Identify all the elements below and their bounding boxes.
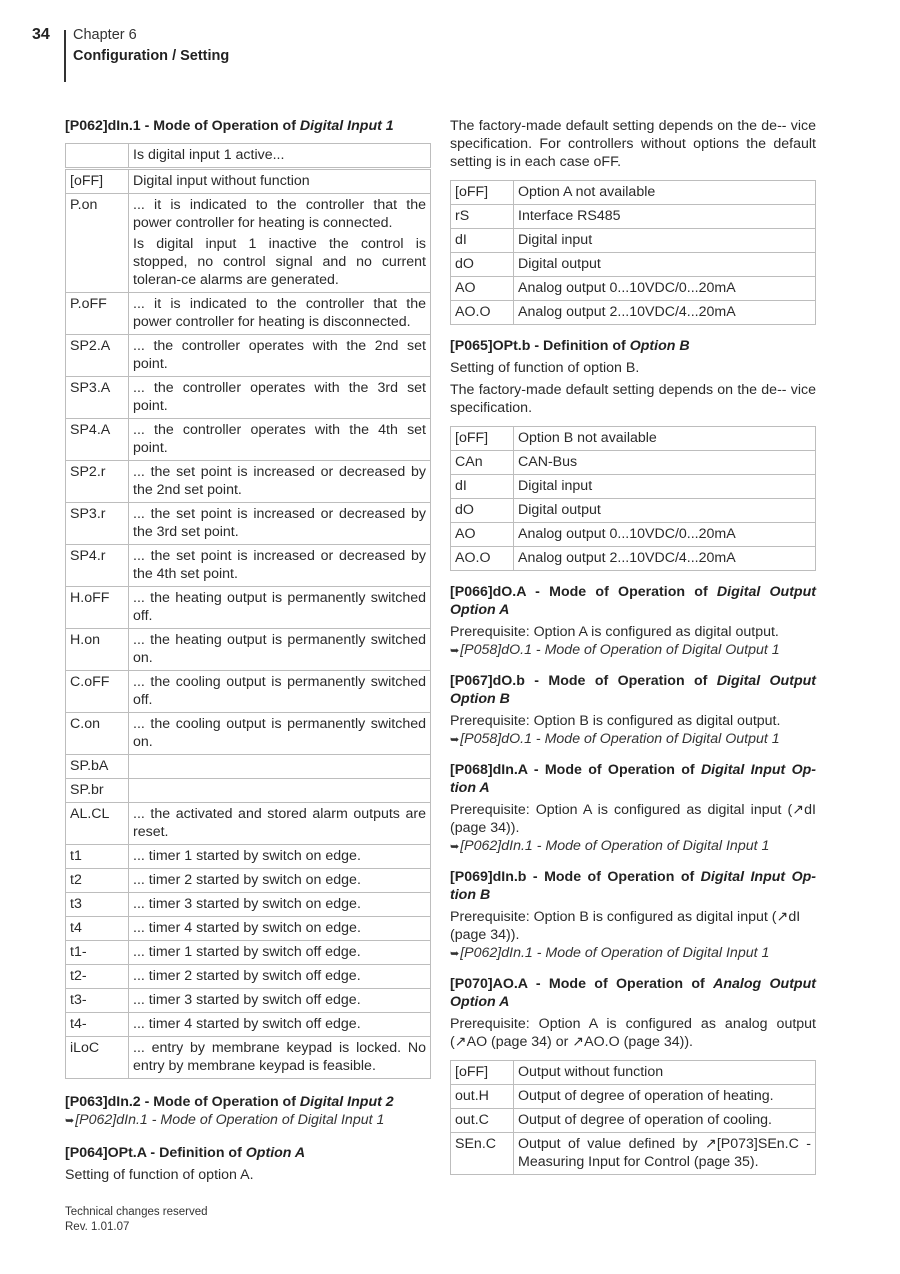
option-description: ... timer 1 started by switch on edge. xyxy=(129,845,431,869)
option-description: Analog output 0...10VDC/0...20mA xyxy=(514,277,816,301)
p065-default-note: The factory-made default setting depends on the de-- vice specification. xyxy=(450,382,816,416)
p068-prerequisite: Prerequisite: Option A is configured as digital input (↗dI (page 34)). xyxy=(450,802,816,836)
option-description: ... timer 1 started by switch off edge. xyxy=(129,941,431,965)
option-code: C.oFF xyxy=(66,671,129,713)
option-description: ... the cooling output is permanently switched on. xyxy=(129,713,431,755)
option-code: H.on xyxy=(66,629,129,671)
table-row xyxy=(451,475,816,499)
table-row xyxy=(66,941,431,965)
p067-prerequisite: Prerequisite: Option B is configured as digital output. xyxy=(450,713,781,729)
option-code: t3- xyxy=(66,989,129,1013)
option-code: [oFF] xyxy=(451,181,514,205)
option-description: ... timer 3 started by switch on edge. xyxy=(129,893,431,917)
option-code: SP4.r xyxy=(66,545,129,587)
p064-description: Setting of function of option A. xyxy=(65,1167,254,1183)
table-row xyxy=(66,713,431,755)
table-row xyxy=(451,1133,816,1175)
option-code: AL.CL xyxy=(66,803,129,845)
footer xyxy=(65,1205,208,1235)
option-code: [oFF] xyxy=(451,427,514,451)
table-row xyxy=(451,427,816,451)
option-code: SP.bA xyxy=(66,755,129,779)
option-description: Interface RS485 xyxy=(514,205,816,229)
option-description: Output without function xyxy=(514,1061,816,1085)
table-row xyxy=(66,419,431,461)
option-code: AO.O xyxy=(451,547,514,571)
footer-notice: Technical changes reserved xyxy=(65,1206,208,1218)
option-code: t4- xyxy=(66,1013,129,1037)
option-description: Analog output 2...10VDC/4...20mA xyxy=(514,301,816,325)
p063-heading: [P063]dIn.2 - Mode of Operation of Digital Input 2 xyxy=(65,1094,394,1110)
table-row xyxy=(66,671,431,713)
option-code: t1- xyxy=(66,941,129,965)
option-code: t2 xyxy=(66,869,129,893)
table-row xyxy=(66,989,431,1013)
p062-table xyxy=(65,143,431,1079)
option-code: rS xyxy=(451,205,514,229)
p066-prerequisite: Prerequisite: Option A is configured as digital output. xyxy=(450,624,779,640)
p065-heading: [P065]OPt.b - Definition of Option B xyxy=(450,338,690,354)
option-description: Option B not available xyxy=(514,427,816,451)
option-description: ... the set point is increased or decreased by the 2nd set point. xyxy=(129,461,431,503)
option-a-table xyxy=(450,180,816,325)
option-code: SP3.A xyxy=(66,377,129,419)
option-code: dO xyxy=(451,499,514,523)
option-code: CAn xyxy=(451,451,514,475)
option-description: Analog output 2...10VDC/4...20mA xyxy=(514,547,816,571)
table-row xyxy=(66,587,431,629)
p069-cross-reference-link[interactable]: ➥[P062]dIn.1 - Mode of Operation of Digital Input 1 xyxy=(450,945,770,961)
option-description: ... the cooling output is permanently switched off. xyxy=(129,671,431,713)
table-row xyxy=(66,169,431,194)
table-row xyxy=(66,545,431,587)
table-row xyxy=(66,917,431,941)
table-header-row xyxy=(66,144,431,169)
option-description: ... the set point is increased or decreased by the 4th set point. xyxy=(129,545,431,587)
table-row xyxy=(66,1037,431,1079)
xref-arrow-icon: ➥ xyxy=(65,1115,75,1127)
xref-arrow-icon: ➥ xyxy=(450,948,460,960)
table-row xyxy=(451,205,816,229)
option-code: SP2.A xyxy=(66,335,129,377)
option-code: [oFF] xyxy=(66,169,129,194)
option-description: ... timer 4 started by switch on edge. xyxy=(129,917,431,941)
option-code: AO xyxy=(451,277,514,301)
table-row xyxy=(451,229,816,253)
table-header-text: Is digital input 1 active... xyxy=(129,144,431,169)
table-row xyxy=(66,461,431,503)
option-description: Digital output xyxy=(514,253,816,277)
table-row xyxy=(66,893,431,917)
p070-prerequisite: Prerequisite: Option A is configured as analog output (↗AO (page 34) or ↗AO.O (page 34)). xyxy=(450,1016,816,1050)
option-description: Output of degree of operation of heating. xyxy=(514,1085,816,1109)
option-description: ... timer 2 started by switch on edge. xyxy=(129,869,431,893)
header-divider xyxy=(64,30,66,82)
p068-cross-reference-link[interactable]: ➥[P062]dIn.1 - Mode of Operation of Digital Input 1 xyxy=(450,838,770,854)
xref-arrow-icon: ➥ xyxy=(450,645,460,657)
option-code: dI xyxy=(451,475,514,499)
table-row xyxy=(451,547,816,571)
table-row xyxy=(66,629,431,671)
p070-table xyxy=(450,1060,816,1175)
table-row xyxy=(451,499,816,523)
right-column xyxy=(450,117,816,1175)
xref-arrow-icon: ➥ xyxy=(450,841,460,853)
table-row xyxy=(451,1109,816,1133)
option-code: t1 xyxy=(66,845,129,869)
option-description: Digital input without function xyxy=(129,169,431,194)
option-code: SP3.r xyxy=(66,503,129,545)
table-row xyxy=(66,755,431,779)
option-description: ... the controller operates with the 3rd set point. xyxy=(129,377,431,419)
option-code: t2- xyxy=(66,965,129,989)
option-description xyxy=(129,755,431,779)
p064-default-note: The factory-made default setting depends on the de-- vice specification. For controllers without options the default setting is in each case oFF. xyxy=(450,118,816,170)
option-description: ... entry by membrane keypad is locked. No entry by membrane keypad is feasible. xyxy=(129,1037,431,1079)
p068-heading: [P068]dIn.A - Mode of Operation of Digital Input Op-tion A xyxy=(450,762,816,796)
p070-heading: [P070]AO.A - Mode of Operation of Analog Output Option A xyxy=(450,976,816,1010)
option-code: AO xyxy=(451,523,514,547)
chapter-label: Chapter 6 xyxy=(73,27,137,43)
option-description: ... the set point is increased or decreased by the 3rd set point. xyxy=(129,503,431,545)
option-description: ... the controller operates with the 2nd set point. xyxy=(129,335,431,377)
table-row xyxy=(66,377,431,419)
table-row xyxy=(66,335,431,377)
p067-heading: [P067]dO.b - Mode of Operation of Digital Output Option B xyxy=(450,673,817,707)
p067-cross-reference-link[interactable]: ➥[P058]dO.1 - Mode of Operation of Digital Output 1 xyxy=(450,731,780,747)
option-description: ... the heating output is permanently switched off. xyxy=(129,587,431,629)
table-row xyxy=(451,451,816,475)
option-b-table xyxy=(450,426,816,571)
p069-prerequisite: Prerequisite: Option B is configured as digital input (↗dI (page 34)). xyxy=(450,909,801,943)
option-description: Output of degree of operation of cooling. xyxy=(514,1109,816,1133)
option-code: t4 xyxy=(66,917,129,941)
option-code: H.oFF xyxy=(66,587,129,629)
option-code: iLoC xyxy=(66,1037,129,1079)
footer-revision: Rev. 1.01.07 xyxy=(65,1221,130,1233)
table-row xyxy=(66,503,431,545)
table-row xyxy=(451,253,816,277)
option-description xyxy=(129,779,431,803)
option-code: t3 xyxy=(66,893,129,917)
table-row xyxy=(66,845,431,869)
table-row xyxy=(451,1085,816,1109)
option-description: Analog output 0...10VDC/0...20mA xyxy=(514,523,816,547)
table-row xyxy=(66,965,431,989)
option-code: dO xyxy=(451,253,514,277)
p066-cross-reference-link[interactable]: ➥[P058]dO.1 - Mode of Operation of Digital Output 1 xyxy=(450,642,780,658)
table-row xyxy=(451,1061,816,1085)
table-row xyxy=(451,277,816,301)
table-row xyxy=(66,1013,431,1037)
option-description: Digital input xyxy=(514,229,816,253)
option-code: C.on xyxy=(66,713,129,755)
option-description: ... the controller operates with the 4th set point. xyxy=(129,419,431,461)
option-description: CAN-Bus xyxy=(514,451,816,475)
table-row xyxy=(66,803,431,845)
option-code: [oFF] xyxy=(451,1061,514,1085)
option-description: Digital input xyxy=(514,475,816,499)
table-row xyxy=(66,293,431,335)
table-row xyxy=(66,194,431,293)
table-row xyxy=(451,301,816,325)
chapter-title: Configuration / Setting xyxy=(73,48,230,64)
option-code: P.on xyxy=(66,194,129,293)
table-row xyxy=(451,181,816,205)
option-code: SP2.r xyxy=(66,461,129,503)
option-description: Digital output xyxy=(514,499,816,523)
table-row xyxy=(451,523,816,547)
option-description: ... the activated and stored alarm outputs are reset. xyxy=(129,803,431,845)
table-row xyxy=(66,779,431,803)
p066-heading: [P066]dO.A - Mode of Operation of Digital Output Option A xyxy=(450,584,816,618)
option-description: Output of value defined by ↗[P073]SEn.C - Measuring Input for Control (page 35). xyxy=(514,1133,816,1175)
p063-cross-reference-link[interactable]: ➥[P062]dIn.1 - Mode of Operation of Digital Input 1 xyxy=(65,1112,385,1128)
page-number: 34 xyxy=(32,26,50,43)
option-code: out.C xyxy=(451,1109,514,1133)
option-description: ... it is indicated to the controller that the power controller for heating is disconnected. xyxy=(129,293,431,335)
left-column xyxy=(65,117,431,1184)
option-code: SP.br xyxy=(66,779,129,803)
option-code: P.oFF xyxy=(66,293,129,335)
p065-description: Setting of function of option B. xyxy=(450,360,640,376)
option-code: SEn.C xyxy=(451,1133,514,1175)
xref-arrow-icon: ➥ xyxy=(450,734,460,746)
option-description: ... timer 2 started by switch off edge. xyxy=(129,965,431,989)
option-description: ... the heating output is permanently switched on. xyxy=(129,629,431,671)
option-description: ... timer 3 started by switch off edge. xyxy=(129,989,431,1013)
p062-heading: [P062]dIn.1 - Mode of Operation of Digital Input 1 xyxy=(65,118,394,134)
option-description: ... timer 4 started by switch off edge. xyxy=(129,1013,431,1037)
option-code: SP4.A xyxy=(66,419,129,461)
option-code: out.H xyxy=(451,1085,514,1109)
p069-heading: [P069]dIn.b - Mode of Operation of Digital Input Op-tion B xyxy=(450,869,816,903)
p064-heading: [P064]OPt.A - Definition of Option A xyxy=(65,1145,306,1161)
option-description: Option A not available xyxy=(514,181,816,205)
option-code: AO.O xyxy=(451,301,514,325)
option-description: ... it is indicated to the controller that the power controller for heating is connected. Is digital input 1 inactive the control is stopped, no control signal and no current toleran-ce alarms are generated. xyxy=(129,194,431,293)
table-row xyxy=(66,869,431,893)
option-code: dI xyxy=(451,229,514,253)
